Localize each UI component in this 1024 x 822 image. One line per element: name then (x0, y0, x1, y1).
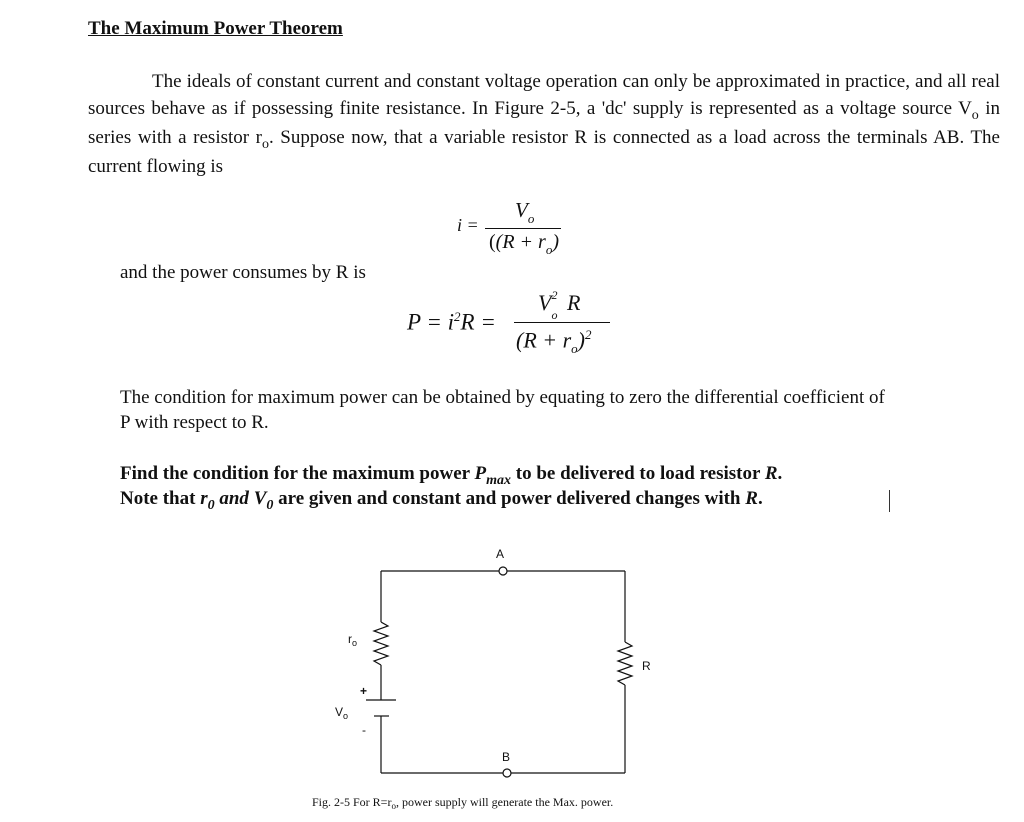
page-title: The Maximum Power Theorem (88, 18, 343, 39)
source-voltage-label: $V_o$ (335, 705, 349, 721)
condition-line-1: The condition for maximum power can be obtained by equating to zero the differential coefficient of (120, 387, 885, 408)
terminal-a-node (499, 567, 507, 575)
source-resistor-zigzag (374, 622, 388, 665)
minus-sign: - (362, 723, 366, 737)
question-line-1: Find the condition for the maximum power $P_{max}$ to be delivered to load resistor R. (120, 463, 783, 488)
load-resistor-zigzag (618, 642, 632, 685)
load-resistor-label: R (642, 659, 651, 673)
question-line-2: Note that $r_0$ and $V_0$ are given and constant and power delivered changes with R. (120, 488, 763, 513)
power-intro-text: and the power consumes by R is (120, 262, 366, 283)
terminal-b-node (503, 769, 511, 777)
condition-line-2: P with respect to R. (120, 412, 269, 433)
intro-paragraph: The ideals of constant current and constant voltage operation can only be approximated in practice, and all real sources behave as if possessing finite resistance. In Figure 2-5, a 'dc' supply is represented as a voltage source $V_o$ in series with a resistor $r_o$. Suppose now, that a variable resistor R is connected as a load across the terminals AB. The current flowing is (88, 71, 1000, 177)
terminal-a-label: A (496, 547, 505, 561)
plus-sign: + (360, 684, 368, 698)
source-resistance-label: $r_o$ (348, 632, 358, 648)
figure-caption: Fig. 2-5 For $R=r_o$, power supply will generate the Max. power. (312, 795, 614, 811)
terminal-b-label: B (502, 750, 511, 764)
